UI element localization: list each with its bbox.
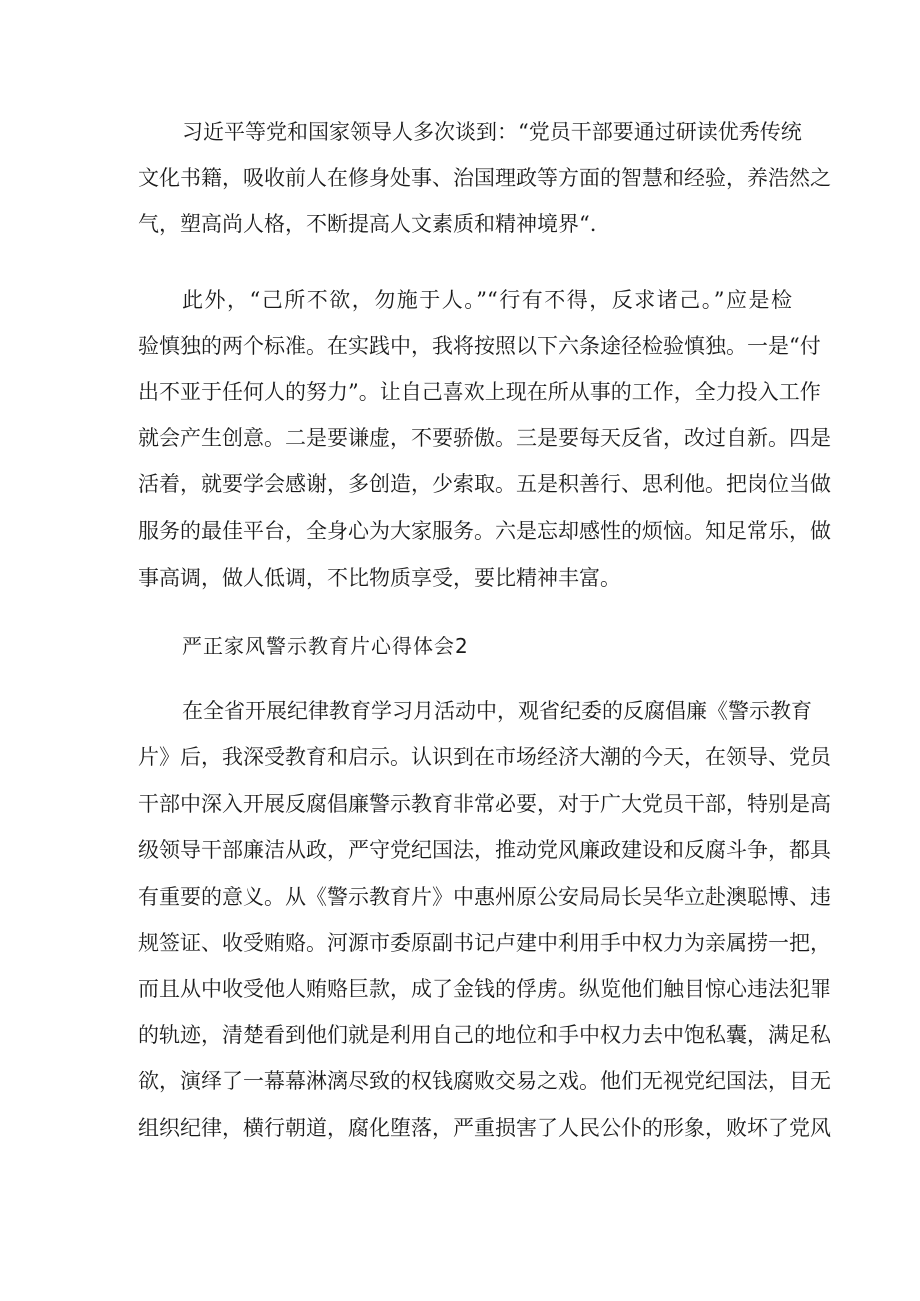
paragraph-1-line-2: 文化书籍，吸收前人在修身处事、治国理政等方面的智慧和经验，养浩然之 [138, 166, 831, 190]
paragraph-1-line-1: 习近平等党和国家领导人多次谈到：“党员干部要通过研读优秀传统 [182, 120, 802, 144]
paragraph-3-line-2: 片》后，我深受教育和启示。认识到在市场经济大潮的今天，在领导、党员 [138, 745, 831, 769]
paragraph-1-line-3: 气，塑高尚人格，不断提高人文素质和精神境界“. [138, 212, 597, 236]
paragraph-2-line-4: 就会产生创意。二是要谦虚，不要骄傲。三是要每天反省，改过自新。四是 [138, 426, 831, 450]
section-heading: 严正家风警示教育片心得体会2 [182, 634, 469, 658]
paragraph-3-line-10: 组织纪律，横行朝道，腐化堕落，严重损害了人民公仆的形象，败坏了党风 [138, 1116, 831, 1140]
paragraph-2-line-5: 活着，就要学会感谢，多创造，少索取。五是积善行、思利他。把岗位当做 [138, 472, 831, 496]
paragraph-2-line-2: 验慎独的两个标准。在实践中，我将按照以下六条途径检验慎独。一是“付 [138, 334, 821, 358]
paragraph-3-line-7: 而且从中收受他人贿赂巨款，成了金钱的俘虏。纵览他们触目惊心违法犯罪 [138, 977, 831, 1001]
paragraph-3-line-6: 规签证、收受贿赂。河源市委原副书记卢建中利用手中权力为亲属捞一把， [138, 931, 831, 955]
paragraph-3-line-8: 的轨迹，清楚看到他们就是利用自己的地位和手中权力去中饱私囊，满足私 [138, 1023, 831, 1047]
paragraph-3-line-4: 级领导干部廉洁从政，严守党纪国法，推动党风廉政建设和反腐斗争，都具 [138, 838, 831, 862]
paragraph-2-line-3: 出不亚于任何人的努力”。让自己喜欢上现在所从事的工作，全力投入工作 [138, 380, 821, 404]
paragraph-3-line-9: 欲，演绎了一幕幕淋漓尽致的权钱腐败交易之戏。他们无视党纪国法，目无 [138, 1069, 831, 1093]
paragraph-3-line-3: 干部中深入开展反腐倡廉警示教育非常必要，对于广大党员干部，特别是高 [138, 792, 831, 816]
paragraph-3-line-1: 在全省开展纪律教育学习月活动中，观省纪委的反腐倡廉《警示教育 [182, 699, 812, 723]
paragraph-2-line-7: 事高调，做人低调，不比物质享受，要比精神丰富。 [138, 566, 621, 590]
paragraph-3-line-5: 有重要的意义。从《警示教育片》中惠州原公安局局长吴华立赴澳聪博、违 [138, 885, 831, 909]
paragraph-2-line-1: 此外，“己所不欲，勿施于人。”“行有不得，反求诸己。”应是检 [182, 288, 792, 312]
paragraph-2-line-6: 服务的最佳平台，全身心为大家服务。六是忘却感性的烦恼。知足常乐，做 [138, 519, 831, 543]
